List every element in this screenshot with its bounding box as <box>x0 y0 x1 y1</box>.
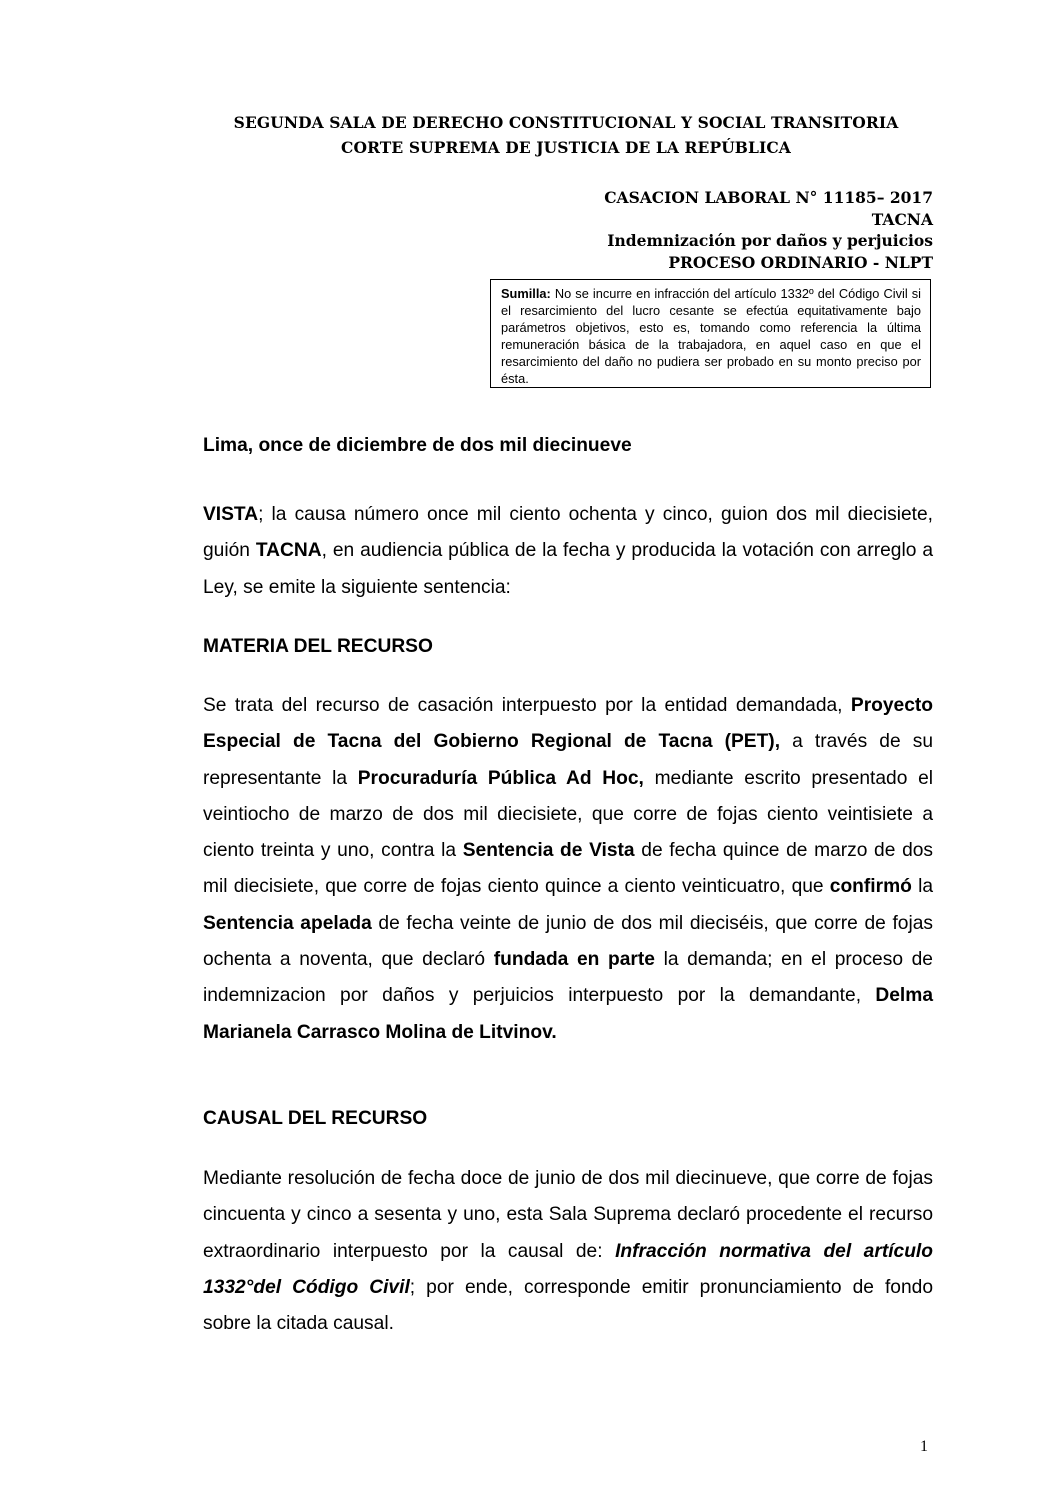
sentencia-vista: Sentencia de Vista <box>462 840 635 862</box>
materia-paragraph <box>203 688 933 1051</box>
confirmo: confirmó <box>829 876 912 898</box>
date-line: Lima, once de diciembre de dos mil diecinueve <box>203 435 632 456</box>
vista-place: TACNA <box>255 540 322 562</box>
materia-text: la demanda; en el proceso de indemnizacion por daños y perjuicios interpuesto por la demandante, <box>203 949 933 1007</box>
case-number: CASACION LABORAL N° 11185– 2017 <box>604 188 933 207</box>
materia-section <box>203 688 933 1051</box>
case-info-block <box>604 187 933 273</box>
fundada-en-parte: fundada en parte <box>493 949 655 971</box>
court-name-title: CORTE SUPREMA DE JUSTICIA DE LA REPÚBLICA <box>341 138 791 157</box>
vista-text: ; la causa número once mil ciento ochenta y cinco, guion dos mil diecisiete, guión <box>203 504 933 562</box>
causal-text-end: ; por ende, corresponde emitir pronunciamiento de fondo sobre la citada causal. <box>203 1276 933 1335</box>
materia-text: a través de su representante la <box>203 731 933 789</box>
causal-section <box>203 1161 933 1342</box>
causal-paragraph <box>203 1161 933 1342</box>
causal-text: Mediante resolución de fecha doce de junio de dos mil diecinueve, que corre de fojas cincuenta y cinco a sesenta y uno, esta Sala Suprema declaró procedente el recurso extraordinario interpuesto por la causal de: <box>203 1168 933 1262</box>
sumilla-text: No se incurre en infracción del artículo 1332º del Código Civil si el resarcimiento del lucro cesante se efectúa equitativamente bajo parámetros objetivos, esto es, tomando como referencia la última remuneración básica de la trabajadora, en aquel caso en que el resarcimiento del daño no pudiera ser probado en su monto preciso por ésta. <box>501 286 921 386</box>
causal-heading: CAUSAL DEL RECURSO <box>203 1108 428 1129</box>
vista-section <box>203 497 933 606</box>
court-chamber-title: SEGUNDA SALA DE DERECHO CONSTITUCIONAL Y SOCIAL TRANSITORIA <box>233 113 899 132</box>
sentencia-apelada: Sentencia apelada <box>203 912 372 934</box>
sumilla-label: Sumilla: <box>501 286 551 301</box>
materia-heading: MATERIA DEL RECURSO <box>203 636 433 657</box>
materia-text: mediante escrito presentado el veintiocho de marzo de dos mil diecisiete, que corre de fojas ciento veintisiete a ciento treinta y uno, contra la <box>203 767 934 862</box>
case-matter: Indemnización por daños y perjuicios <box>607 231 933 250</box>
causal-ground: Infracción normativa del artículo 1332°del Código Civil <box>203 1240 933 1298</box>
vista-keyword: VISTA <box>203 504 259 525</box>
representative: Procuraduría Pública Ad Hoc, <box>357 767 644 789</box>
plaintiff-name: Delma Marianela Carrasco Molina de Litvinov. <box>203 985 933 1043</box>
materia-text: de fecha veinte de junio de dos mil dieciséis, que corre de fojas ochenta a noventa, que declaró <box>203 912 933 971</box>
case-process: PROCESO ORDINARIO - NLPT <box>668 252 933 272</box>
defendant-entity: Proyecto Especial de Tacna del Gobierno Regional de Tacna (PET), <box>203 695 933 753</box>
vista-text-end: , en audiencia pública de la fecha y producida la votación con arreglo a Ley, se emite la siguiente sentencia: <box>203 540 933 598</box>
materia-text: Se trata del recurso de casación interpuesto por la entidad demandada, <box>203 695 851 716</box>
sumilla-box <box>490 279 931 388</box>
materia-text: de fecha quince de marzo de dos mil diecisiete, que corre de fojas ciento quince a ciento veinticuatro, que <box>203 840 934 898</box>
materia-text: la <box>911 876 933 898</box>
case-place: TACNA <box>871 209 933 229</box>
vista-paragraph <box>203 497 933 606</box>
page-number: 1 <box>920 1438 928 1455</box>
